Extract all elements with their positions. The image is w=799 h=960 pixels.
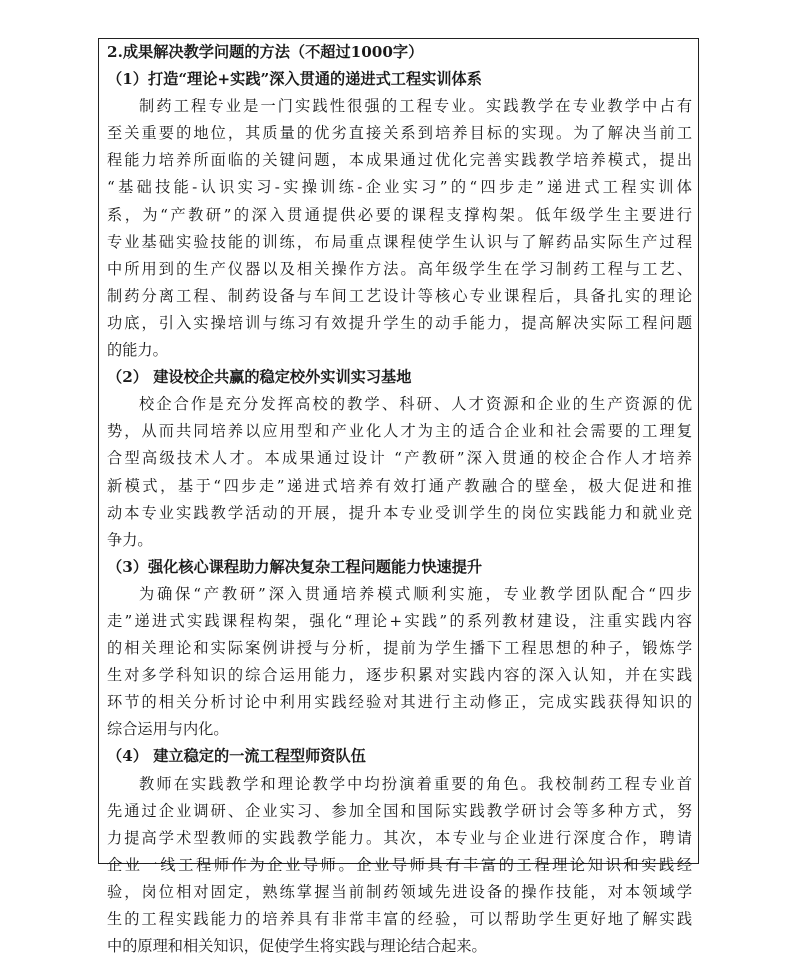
paragraph-line: 专业基础实验技能的训练，布局重点课程使学生认识与了解药品实际生产过程 [107, 232, 692, 251]
paragraph-line: 功底，引入实操培训与练习有效提升学生的动手能力，提高解决实际工程问题 [107, 313, 692, 332]
paragraph-line: 势，从而共同培养以应用型和产业化人才为主的适合企业和社会需要的工理复 [107, 422, 692, 441]
paragraph-line: 生对多学科知识的综合运用能力，逐步积累对实践内容的深入认知，并在实践 [107, 666, 692, 685]
paragraph-line: 新模式，基于“四步走”递进式培养有效打通产教融合的壁垒，极大促进和推 [107, 476, 692, 495]
paragraph-line: 的能力。 [107, 341, 168, 360]
paragraph-line: 动本专业实践教学活动的开展，提升本专业受训学生的岗位实践能力和就业竞 [107, 503, 692, 522]
paragraph-line: 中所用到的生产仪器以及相关操作方法。高年级学生在学习制药工程与工艺、 [107, 259, 692, 278]
subsection-heading: （2） 建设校企共赢的稳定校外实训实习基地 [107, 368, 412, 387]
section-title: 2.成果解决教学问题的方法（不超过1000字） [107, 43, 424, 61]
paragraph-line: 教师在实践教学和理论教学中均扮演着重要的角色。我校制药工程专业首 [139, 774, 692, 793]
paragraph-line: 争力。 [107, 530, 153, 549]
document-frame [98, 38, 699, 956]
paragraph-line: 生的工程实践能力的培养具有非常丰富的经验，可以帮助学生更好地了解实践 [107, 910, 692, 928]
subsection-heading: （4） 建立稳定的一流工程型师资队伍 [107, 747, 366, 766]
paragraph-line: 中的原理和相关知识，促使学生将实践与理论结合起来。 [107, 937, 487, 956]
paragraph-line: 制药工程专业是一门实践性很强的工程专业。实践教学在专业教学中占有 [139, 97, 692, 116]
paragraph-line: 企业一线工程师作为企业导师。企业导师具有丰富的工程理论知识和实践经 [107, 855, 692, 874]
paragraph-line: 至关重要的地位，其质量的优劣直接关系到培养目标的实现。为了解决当前工 [107, 124, 692, 143]
paragraph-line: 的相关理论和实际案例讲授与分析，提前为学生播下工程思想的种子，锻炼学 [107, 639, 692, 658]
subsection-heading: （1）打造“理论+实践”深入贯通的递进式工程实训体系 [107, 70, 482, 89]
subsection-heading: （3）强化核心课程助力解决复杂工程问题能力快速提升 [107, 557, 483, 576]
paragraph-line: 校企合作是充分发挥高校的教学、科研、人才资源和企业的生产资源的优 [139, 395, 692, 414]
paragraph-line: “基础技能-认识实习-实操训练-企业实习”的“四步走”递进式工程实训体 [107, 178, 692, 197]
document-body [107, 66, 692, 960]
paragraph-line: 合型高级技术人才。本成果通过设计 “产教研”深入贯通的校企合作人才培养 [107, 449, 692, 468]
paragraph-line: 为确保“产教研”深入贯通培养模式顺利实施，专业教学团队配合“四步 [139, 584, 692, 603]
paragraph-line: 环节的相关分析讨论中利用实践经验对其进行主动修正，完成实践获得知识的 [107, 693, 692, 712]
paragraph-line: 力提高学术型教师的实践教学能力。其次，本专业与企业进行深度合作，聘请 [107, 828, 692, 847]
paragraph-line: 系，为“产教研”的深入贯通提供必要的课程支撑构架。低年级学生主要进行 [107, 205, 692, 224]
paragraph-line: 走”递进式实践课程构架，强化“理论+实践”的系列教材建设，注重实践内容 [107, 611, 692, 630]
paragraph-line: 程能力培养所面临的关键问题，本成果通过优化完善实践教学培养模式，提出 [107, 151, 692, 170]
paragraph-line: 验，岗位相对固定，熟练掌握当前制药领域先进设备的操作技能，对本领域学 [107, 882, 692, 901]
paragraph-line: 先通过企业调研、企业实习、参加全国和国际实践教学研讨会等多种方式，努 [107, 801, 692, 820]
paragraph-line: 制药分离工程、制药设备与车间工艺设计等核心专业课程后，具备扎实的理论 [107, 286, 692, 305]
paragraph-line: 综合运用与内化。 [107, 720, 229, 739]
